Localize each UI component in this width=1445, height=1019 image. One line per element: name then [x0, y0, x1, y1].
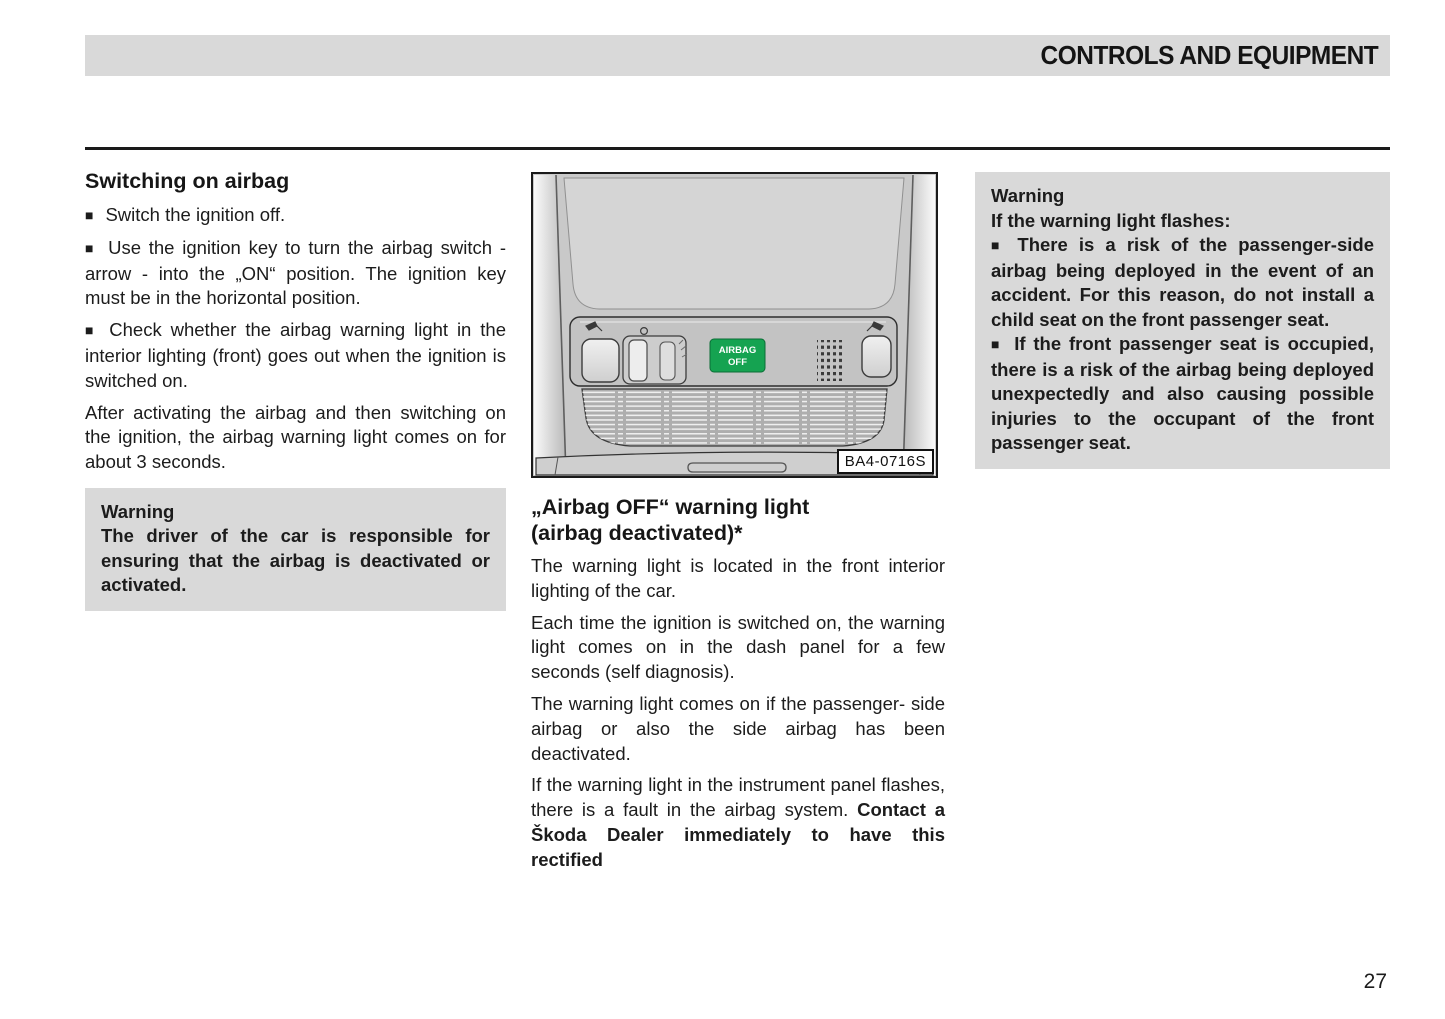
bullet-text: Use the ignition key to turn the airbag switch - arrow - into the „ON“ position. The ignition key must be in the horizontal position. — [85, 236, 506, 309]
bullet-square-icon: ■ — [991, 336, 1003, 352]
warning-bullet-item — [991, 332, 1374, 456]
bullet-square-icon: ■ — [991, 237, 1006, 253]
warning-title: Warning — [991, 185, 1065, 206]
paragraph: After activating the airbag and then switching on the ignition, the airbag warning light comes on for about 3 seconds. — [85, 401, 506, 473]
warning-box — [85, 488, 506, 611]
paragraph: Each time the ignition is switched on, the warning light comes on in the dash panel for a few seconds (self diagnosis). — [531, 611, 945, 683]
bullet-text: There is a risk of the passenger-side airbag being deployed in the event of an accident. For this reason, do not install a child seat on the front passenger seat. — [991, 234, 1374, 330]
paragraph: The warning light is located in the front interior lighting of the car. — [531, 555, 945, 601]
airbag-off-label-line1: AIRBAG — [718, 345, 757, 356]
section-heading: Switching on airbag — [85, 169, 290, 193]
bullet-text: If the front passenger seat is occupied, there is a risk of the airbag being deployed unexpectedly and also causing possible injuries to the occupant of the front passenger seat. — [991, 333, 1374, 453]
bullet-square-icon: ■ — [85, 207, 94, 223]
heading-line1: „Airbag OFF“ warning light — [531, 495, 810, 519]
bullet-text: Check whether the airbag warning light in the interior lighting (front) goes out when the ignition is switched on. — [85, 319, 506, 391]
header-divider — [85, 147, 1390, 150]
airbag-off-indicator — [710, 339, 765, 372]
airbag-off-label-line2: OFF — [728, 357, 747, 368]
header-bar — [85, 35, 1390, 76]
interior-light-button — [582, 339, 619, 382]
headliner-panel — [564, 178, 904, 309]
warning-intro: If the warning light flashes: — [991, 209, 1231, 231]
interior-light-console-illustration — [531, 172, 938, 478]
paragraph — [531, 773, 945, 872]
warning-body: The driver of the car is responsible for ensuring that the airbag is deactivated or activated. — [101, 525, 490, 596]
figure-caption: BA4-0716S — [837, 449, 934, 474]
warning-title: Warning — [101, 500, 175, 522]
paragraph: The warning light comes on if the passenger- side airbag or also the side airbag has been deactivated. — [531, 692, 945, 764]
light-slider-switch — [623, 336, 687, 384]
console-drawing — [533, 174, 936, 476]
bullet-item — [85, 236, 506, 311]
page-number: 27 — [1363, 970, 1387, 993]
speaker-grille-icon — [817, 340, 845, 381]
paragraph-text: If the warning light in the instrument panel flashes, there is a fault in the airbag system. — [531, 774, 945, 821]
bullet-item — [85, 203, 506, 229]
left-column — [85, 168, 506, 611]
bullet-square-icon: ■ — [85, 322, 98, 339]
bullet-text: Switch the ignition off. — [105, 204, 286, 225]
grille-vent — [582, 389, 887, 446]
bullet-item — [85, 318, 506, 393]
heading-line2: (airbag deactivated)* — [531, 521, 743, 545]
interior-light-button — [862, 336, 891, 377]
middle-column — [531, 172, 945, 873]
warning-box — [975, 172, 1390, 469]
section-heading — [531, 494, 945, 546]
bullet-square-icon: ■ — [85, 239, 97, 256]
paragraph-bold-text: Contact a Škoda Dealer immediately to have this rectified — [531, 799, 945, 870]
warning-bullet-item — [991, 233, 1374, 332]
page-title: CONTROLS AND EQUIPMENT — [1040, 40, 1378, 70]
right-column — [975, 172, 1390, 469]
